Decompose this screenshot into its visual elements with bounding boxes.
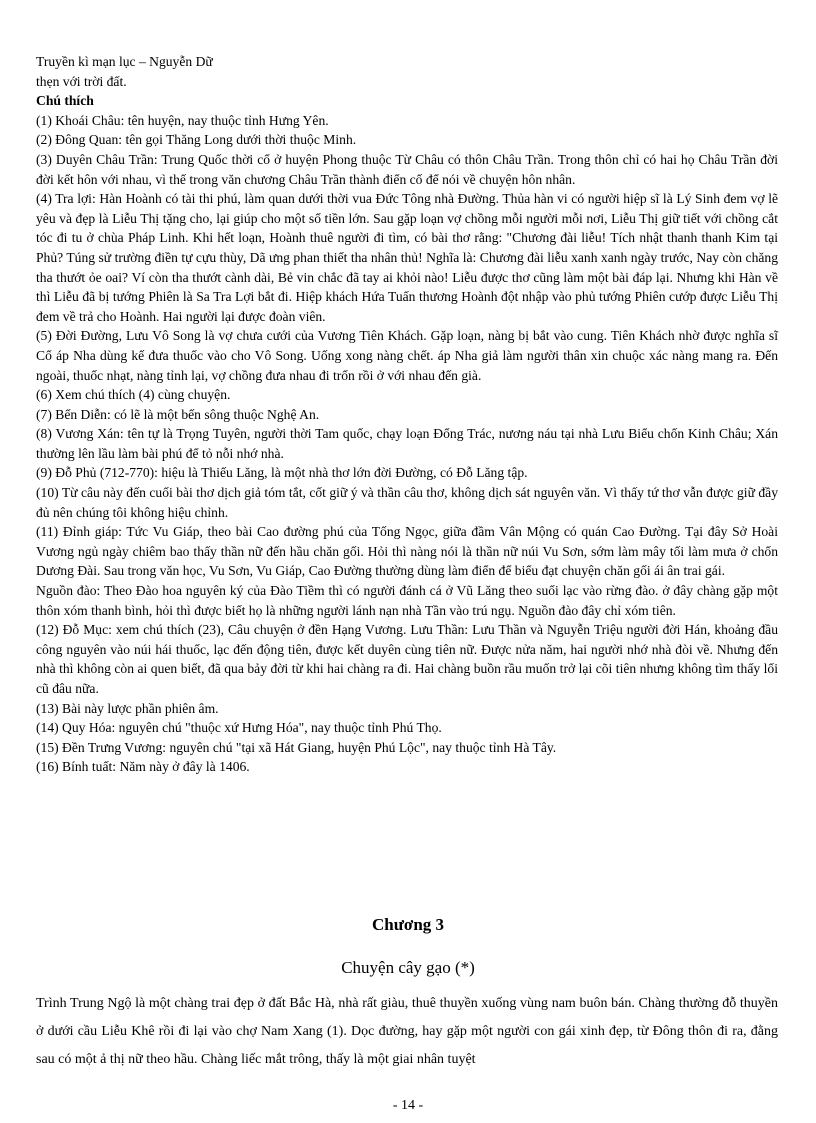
note-15: (15) Đền Trưng Vương: nguyên chú "tại xã Hát Giang, huyện Phú Lộc", nay thuộc tỉnh Hà Tây.	[36, 739, 557, 755]
header-line-continuation: thẹn với trời đất.	[36, 73, 127, 89]
page-number: - 14 -	[392, 1098, 424, 1113]
note-10: (10) Từ câu này đến cuối bài thơ dịch giả tóm tắt, cốt giữ ý và thần câu thơ, không dịch sát nguyên văn. Vì thấy tứ thơ vẫn được giữ đầy đủ nên chúng tôi không hiệu chỉnh.	[36, 485, 778, 520]
note-14: (14) Quy Hóa: nguyên chú "thuộc xứ Hưng Hóa", nay thuộc tỉnh Phú Thọ.	[36, 720, 442, 736]
note-7: (7) Bến Diễn: có lẽ là một bến sông thuộc Nghệ An.	[36, 406, 320, 422]
note-11: (11) Đỉnh giáp: Tức Vu Giáp, theo bài Cao đường phú của Tống Ngọc, giữa đầm Vân Mộng có quán Cao Đường. Tại đây Sở Hoài Vương ngủ ngày chiêm bao thấy thần nữ đến hầu chăn gối. Hỏi thì nàng nói là thần nữ núi Vu Sơn, sớm làm mây tối làm mưa ở chốn Dương Đài. Sau trong văn học, Vu Sơn, Vu Giáp, Cao Đường thường dùng làm điển để biểu đạt chuyện chăn gối ái ân trai gái.	[36, 524, 778, 579]
note-5: (5) Đời Đường, Lưu Vô Song là vợ chưa cưới của Vương Tiên Khách. Gặp loạn, nàng bị bắt vào cung. Tiên Khách nhờ được nghĩa sĩ Cổ áp Nha dùng kế đưa thuốc vào cho Vô Song. Uống xong nàng chết. áp Nha giả làm người thân xin chuộc xác nàng mang ra. Đến ngoài, thuốc nhạt, nàng tỉnh lại, vợ chồng đưa nhau đi trốn rồi ở với nhau đến già.	[36, 328, 778, 383]
note-16: (16) Bính tuất: Năm này ở đây là 1406.	[36, 759, 250, 775]
note-nguon-dao: Nguồn đào: Theo Đào hoa nguyên ký của Đào Tiềm thì có người đánh cá ở Vũ Lăng theo suối lạc vào rừng đào. ở đây chàng gặp một thôn xóm thanh bình, hỏi thì được biết họ là những người lánh nạn nhà Tần vào trú ngụ. Nguồn đào đây chỉ xóm tiên.	[36, 583, 778, 618]
notes-heading: Chú thích	[36, 93, 94, 109]
story-paragraph: Trình Trung Ngộ là một chàng trai đẹp ở đất Bắc Hà, nhà rất giàu, thuê thuyền xuống vùng nam buôn bán. Chàng thường đỗ thuyền ở dưới cầu Liễu Khê rồi đi lại vào chợ Nam Xang (1). Dọc đường, hay gặp một người con gái xinh đẹp, từ Đông thôn đi ra, đằng sau có một ả thị nữ theo hầu. Chàng liếc mắt trông, thấy là một giai nhân tuyệt	[36, 996, 778, 1067]
note-12: (12) Đỗ Mục: xem chú thích (23), Câu chuyện ở đền Hạng Vương. Lưu Thần: Lưu Thần và Nguyễn Triệu người đời Hán, khoảng đầu công nguyên vào núi hái thuốc, lạc đến động tiên, được kết duyên cùng tiên nữ. Được nửa năm, hai người nhớ nhà đòi về. Nhưng đến nhà thì không còn ai quen biết, đã qua bảy đời từ khi hai chàng ra đi. Hai chàng buồn rầu muốn trở lại cõi tiên nhưng không tìm thấy lối cũ đâu nữa.	[36, 622, 778, 696]
note-6: (6) Xem chú thích (4) cùng chuyện.	[36, 387, 231, 403]
note-4: (4) Tra lợi: Hàn Hoành có tài thi phú, làm quan dưới thời vua Đức Tông nhà Đường. Thủa hàn vi có người hiệp sĩ là Lý Sinh đem vợ lẽ yêu và đẹp là Liễu Thị tặng cho, lại giúp cho một số tiền lớn. Sau gặp loạn vợ chồng mỗi người mỗi nơi, Liễu Thị giữ tiết với chồng cắt tóc đi tu ở chùa Pháp Linh. Khi hết loạn, Hoành thuê người đi tìm, có bài thơ rằng: "Chương đài liễu! Tích nhật thanh thanh Kim tại Phủ? Túng sử trường điền tự cựu thùy, Dã ưng phan thiết tha nhân thủ! Nghĩa là: Chương đài liễu xanh xanh ngày trước, Nay còn chăng tha thướt ỏe oai? Ví còn tha thướt cành dài, Bẻ vin chắc đã tay ai khỏi nào! Liễu được thơ cũng làm một bài đáp lại. Nhưng khi Hàn về thì Liễu đã bị tướng Phiên là Sa Tra Lợi bắt đi. Hiệp khách Hứa Tuấn thương Hoành đột nhập vào phủ tướng Phiên cướp được Liễu Thị đem về trả cho Hoành. Hai người lại được đoàn viên.	[36, 191, 778, 324]
note-2: (2) Đông Quan: tên gọi Thăng Long dưới thời thuộc Minh.	[36, 132, 357, 148]
note-9: (9) Đỗ Phủ (712-770): hiệu là Thiếu Lăng, là một nhà thơ lớn đời Đường, có Đỗ Lăng tập.	[36, 465, 528, 481]
note-3: (3) Duyên Châu Trần: Trung Quốc thời cổ ở huyện Phong thuộc Từ Châu có thôn Châu Trần. Trong thôn chỉ có hai họ Châu Trần đời đời kết hôn với nhau, vì thế trong văn chương Châu Trần thành điển cố để nói về chuyện hôn nhân.	[36, 151, 778, 187]
notes-section	[36, 52, 778, 777]
story-body	[36, 990, 778, 1074]
chapter-title: Chương 3	[371, 915, 445, 934]
note-8: (8) Vương Xán: tên tự là Trọng Tuyên, người thời Tam quốc, chạy loạn Đổng Trác, nương náu tại nhà Lưu Biểu chốn Kinh Châu; Xán thường lên lầu làm bài phú để tỏ nỗi nhớ nhà.	[36, 426, 778, 461]
note-13: (13) Bài này lược phần phiên âm.	[36, 700, 219, 716]
note-1: (1) Khoái Châu: tên huyện, nay thuộc tỉnh Hưng Yên.	[36, 112, 329, 128]
header-line-source: Truyền kì mạn lục – Nguyễn Dữ	[36, 54, 213, 69]
story-title: Chuyện cây gạo (*)	[341, 958, 475, 977]
